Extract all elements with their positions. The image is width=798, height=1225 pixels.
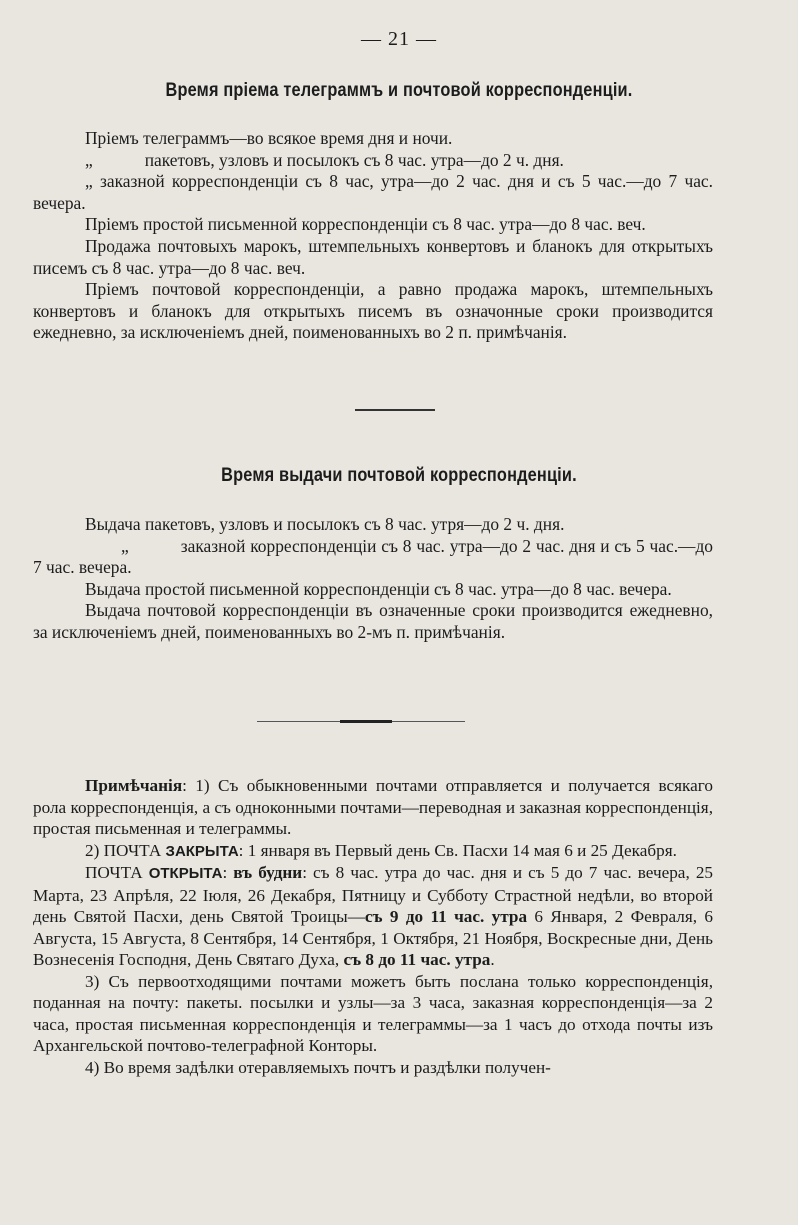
note-3: 3) Съ первоотходящими почтами можетъ быть послана только корреспонденція, поданная на почту: пакеты. посылки и узлы—за 3 часа, заказная корреспонденція—за 2 часа, простая письменная корреспонденція и телеграммы—за 1 часъ до отхода почты изъ Архангельской почтово-телеграфной Конторы. (33, 971, 713, 1055)
note-2-open: ПОЧТА ОТКРЫТА: въ будни: съ 8 час. утра до час. дня и съ 5 до 7 час. вечера, 25 Марта, 23 Апрѣля, 22 Іюля, 26 Декабря, Пятницу и Субботу Страстной недѣли, во второй день Святой Пасхи, день Святой Троицы—съ 9 до 11 час. утра 6 Января, 2 Февраля, 6 Августа, 15 Августа, 8 Сентября, 14 Сентября, 1 Октября, 21 Ноября, Воскресные дни, День Вознесенія Господня, День Святаго Духа, съ 8 до 11 час. утра. (33, 863, 714, 969)
divider (355, 409, 435, 411)
paragraph: Выдача почтовой корреспонденціи въ означенные сроки производится ежедневно, за исключеніемъ дней, поименованныхъ во 2-мъ п. примѣчанія. (33, 600, 713, 642)
paragraph: „ заказной корреспонденціи съ 8 час. утра—до 2 час. дня и съ 5 час.—до 7 час. вечера. (33, 535, 713, 578)
paragraph: Выдача простой письменной корреспонденціи съ 8 час. утра—до 8 час. вечера. (85, 578, 672, 599)
note-2: 2) ПОЧТА ЗАКРЫТА: 1 января въ Первый день Св. Пасхи 14 мая 6 и 25 Декабря. (85, 840, 677, 860)
paragraph: Пріемъ почтовой корреспонденціи, а равно продажа марокъ, штемпельныхъ конвертовъ и бланокъ для открытыхъ писемъ въ означонные сроки производится ежедневно, за исключеніемъ дней, поименованныхъ во 2 п. примѣчанія. (33, 279, 713, 343)
paragraph: Пріемъ телеграммъ—во всякое время дня и ночи. (85, 128, 453, 148)
paragraph: Продажа почтовыхъ марокъ, штемпельныхъ конвертовъ и бланокъ для открытыхъ писемъ съ 8 час. утра—до 8 час. веч. (33, 235, 713, 278)
notes-section (33, 775, 713, 1078)
reception-section (33, 128, 713, 344)
section-title-reception: Время пріема телеграммъ и почтовой корреспонденціи. (165, 80, 633, 101)
paragraph: „ пакетовъ, узловъ и посылокъ съ 8 час. утра—до 2 ч. дня. (85, 149, 564, 170)
section-title-delivery: Время выдачи почтовой корреспонденціи. (221, 465, 577, 486)
paragraph: Выдача пакетовъ, узловъ и посылокъ съ 8 час. утря—до 2 ч. дня. (85, 514, 565, 534)
divider-accent (340, 720, 392, 723)
page-number: — 21 — (361, 28, 437, 50)
note-4: 4) Во время задѣлки отеравляемыхъ почтъ и раздѣлки получен- (85, 1057, 551, 1077)
paragraph: Пріемъ простой письменной корреспонденціи съ 8 час. утра—до 8 час. веч. (85, 214, 646, 235)
delivery-section (33, 514, 713, 644)
paragraph: „ заказной корреспонденціи съ 8 час, утра—до 2 час. дня и съ 5 час.—до 7 час. вечера. (33, 171, 713, 213)
note-1: Примѣчанія: 1) Съ обыкновенными почтами отправляется и получается всякаго рола корреспонденція, а съ одноконными почтами—переводная и заказная корреспонденція, простая письменная и телеграммы. (33, 776, 713, 838)
